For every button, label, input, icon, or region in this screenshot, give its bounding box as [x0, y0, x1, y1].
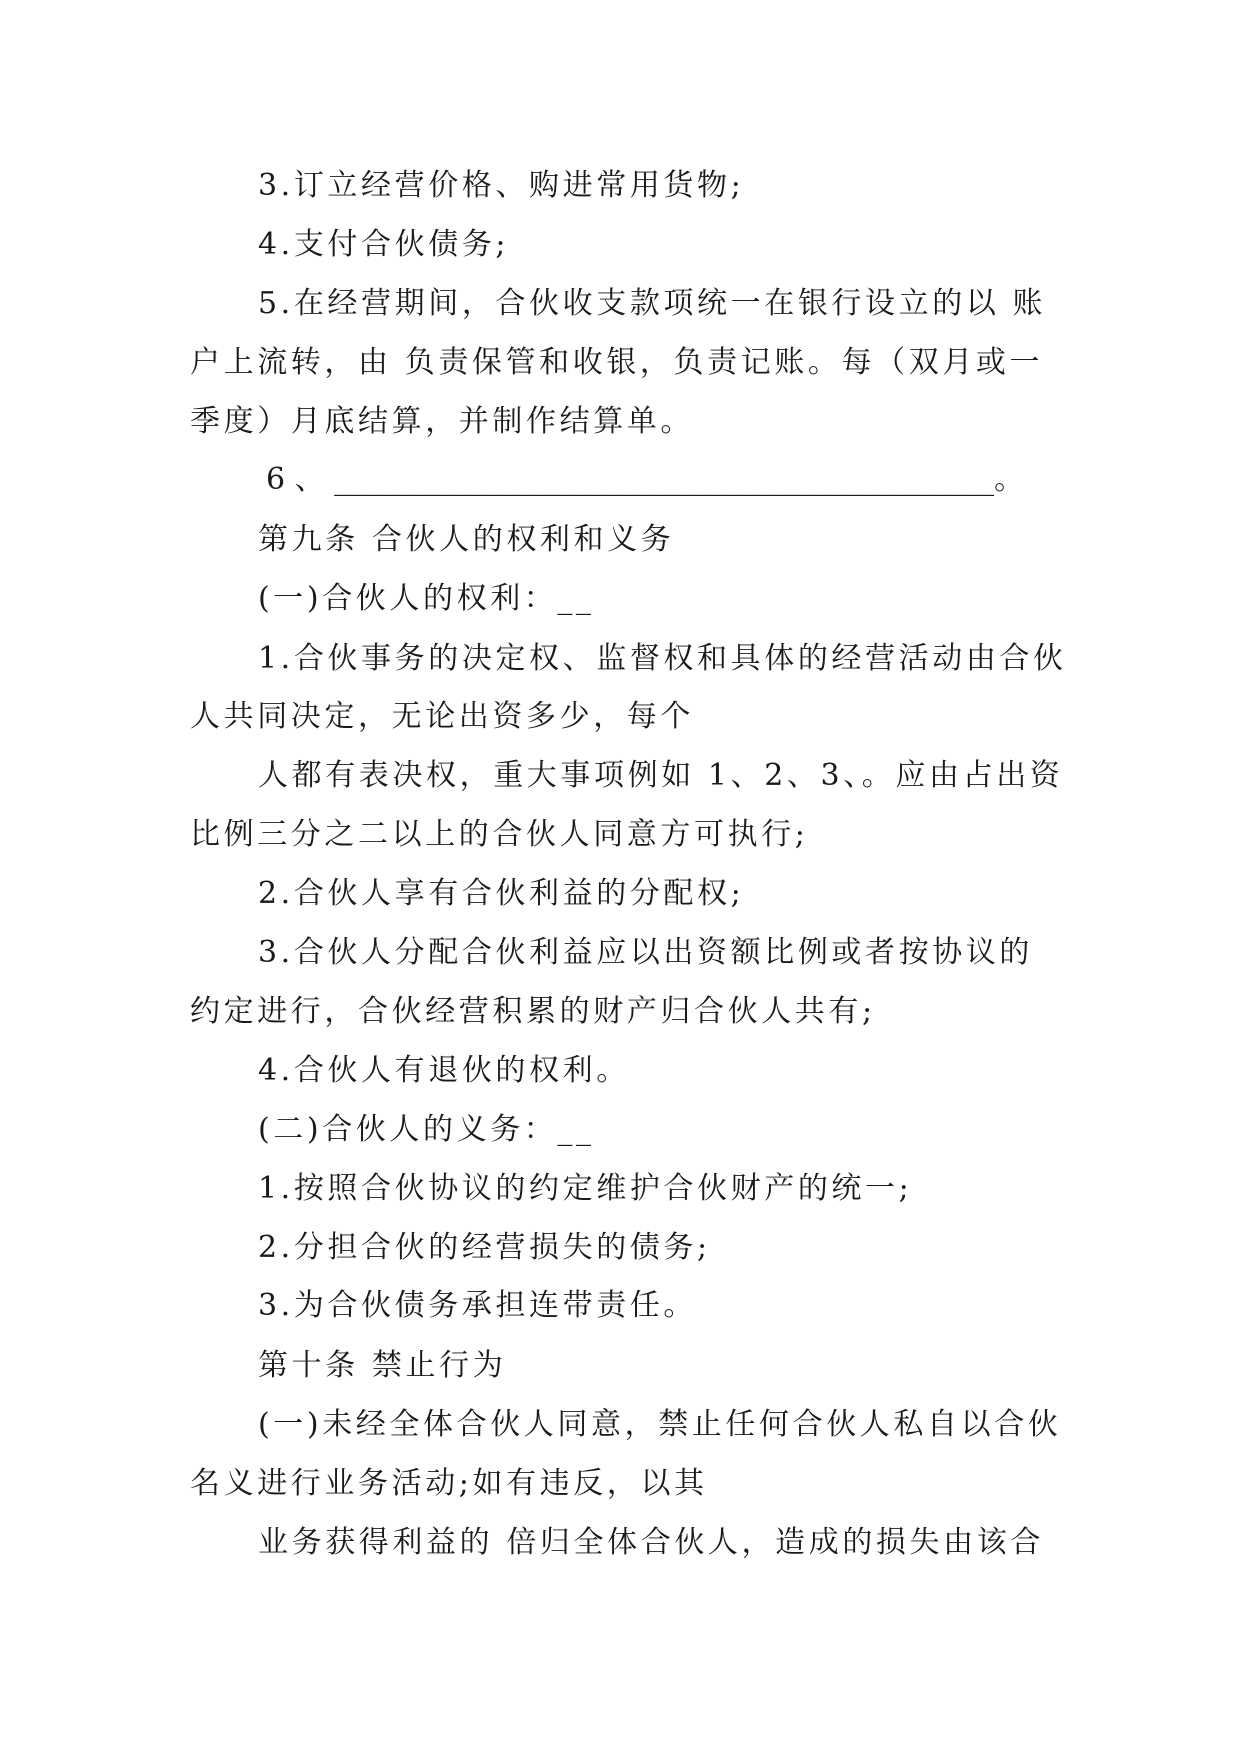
text-line-rights-1-cont-2: 人都有表决权，重大事项例如 1、2、3、。应由占出资 [258, 758, 1064, 793]
text-line-rights-1: 1.合伙事务的决定权、监督权和具体的经营活动由合伙 [258, 641, 1067, 676]
text-line-item-3: 3.订立经营价格、购进常用货物; [258, 168, 745, 203]
text-line-item-5: 5.在经营期间，合伙收支款项统一在银行设立的以 账 [258, 286, 1047, 321]
text-line-item-5-cont-2: 季度）月底结算，并制作结算单。 [190, 404, 694, 439]
text-line-rights-3-cont: 约定进行，合伙经营积累的财产归合伙人共有; [190, 994, 876, 1029]
article-10-heading: 第十条 禁止行为 [258, 1348, 507, 1383]
section-rights-heading: (一)合伙人的权利：__ [258, 581, 595, 616]
text-line-item-4: 4.支付合伙债务; [258, 227, 510, 262]
article-9-heading: 第九条 合伙人的权利和义务 [258, 522, 675, 557]
text-line-obligations-3: 3.为合伙债务承担连带责任。 [258, 1288, 698, 1323]
text-line-obligations-1: 1.按照合伙协议的约定维护合伙财产的统一; [258, 1171, 913, 1206]
text-line-prohibition-1-cont-1: 名义进行业务活动;如有违反，以其 [190, 1466, 708, 1501]
text-line-prohibition-1: (一)未经全体合伙人同意，禁止任何合伙人私自以合伙 [258, 1407, 1062, 1442]
text-line-rights-1-cont-1: 人共同决定，无论出资多少，每个 [190, 699, 694, 734]
text-line-obligations-2: 2.分担合伙的经营损失的债务; [258, 1230, 711, 1265]
text-line-rights-2: 2.合伙人享有合伙利益的分配权; [258, 876, 745, 911]
text-line-prohibition-1-cont-2: 业务获得利益的 倍归全体合伙人，造成的损失由该合 [258, 1525, 1044, 1560]
text-line-rights-4: 4.合伙人有退伙的权利。 [258, 1053, 630, 1088]
text-line-rights-3: 3.合伙人分配合伙利益应以出资额比例或者按协议的 [258, 935, 1034, 970]
text-line-item-5-cont-1: 户上流转，由 负责保管和收银，负责记账。每（双月或一 [190, 345, 1044, 380]
text-line-item-6-blank: 6 、 ____________________________________________。 [266, 462, 1025, 497]
text-line-rights-1-cont-3: 比例三分之二以上的合伙人同意方可执行; [190, 817, 809, 852]
section-obligations-heading: (二)合伙人的义务：__ [258, 1112, 595, 1147]
